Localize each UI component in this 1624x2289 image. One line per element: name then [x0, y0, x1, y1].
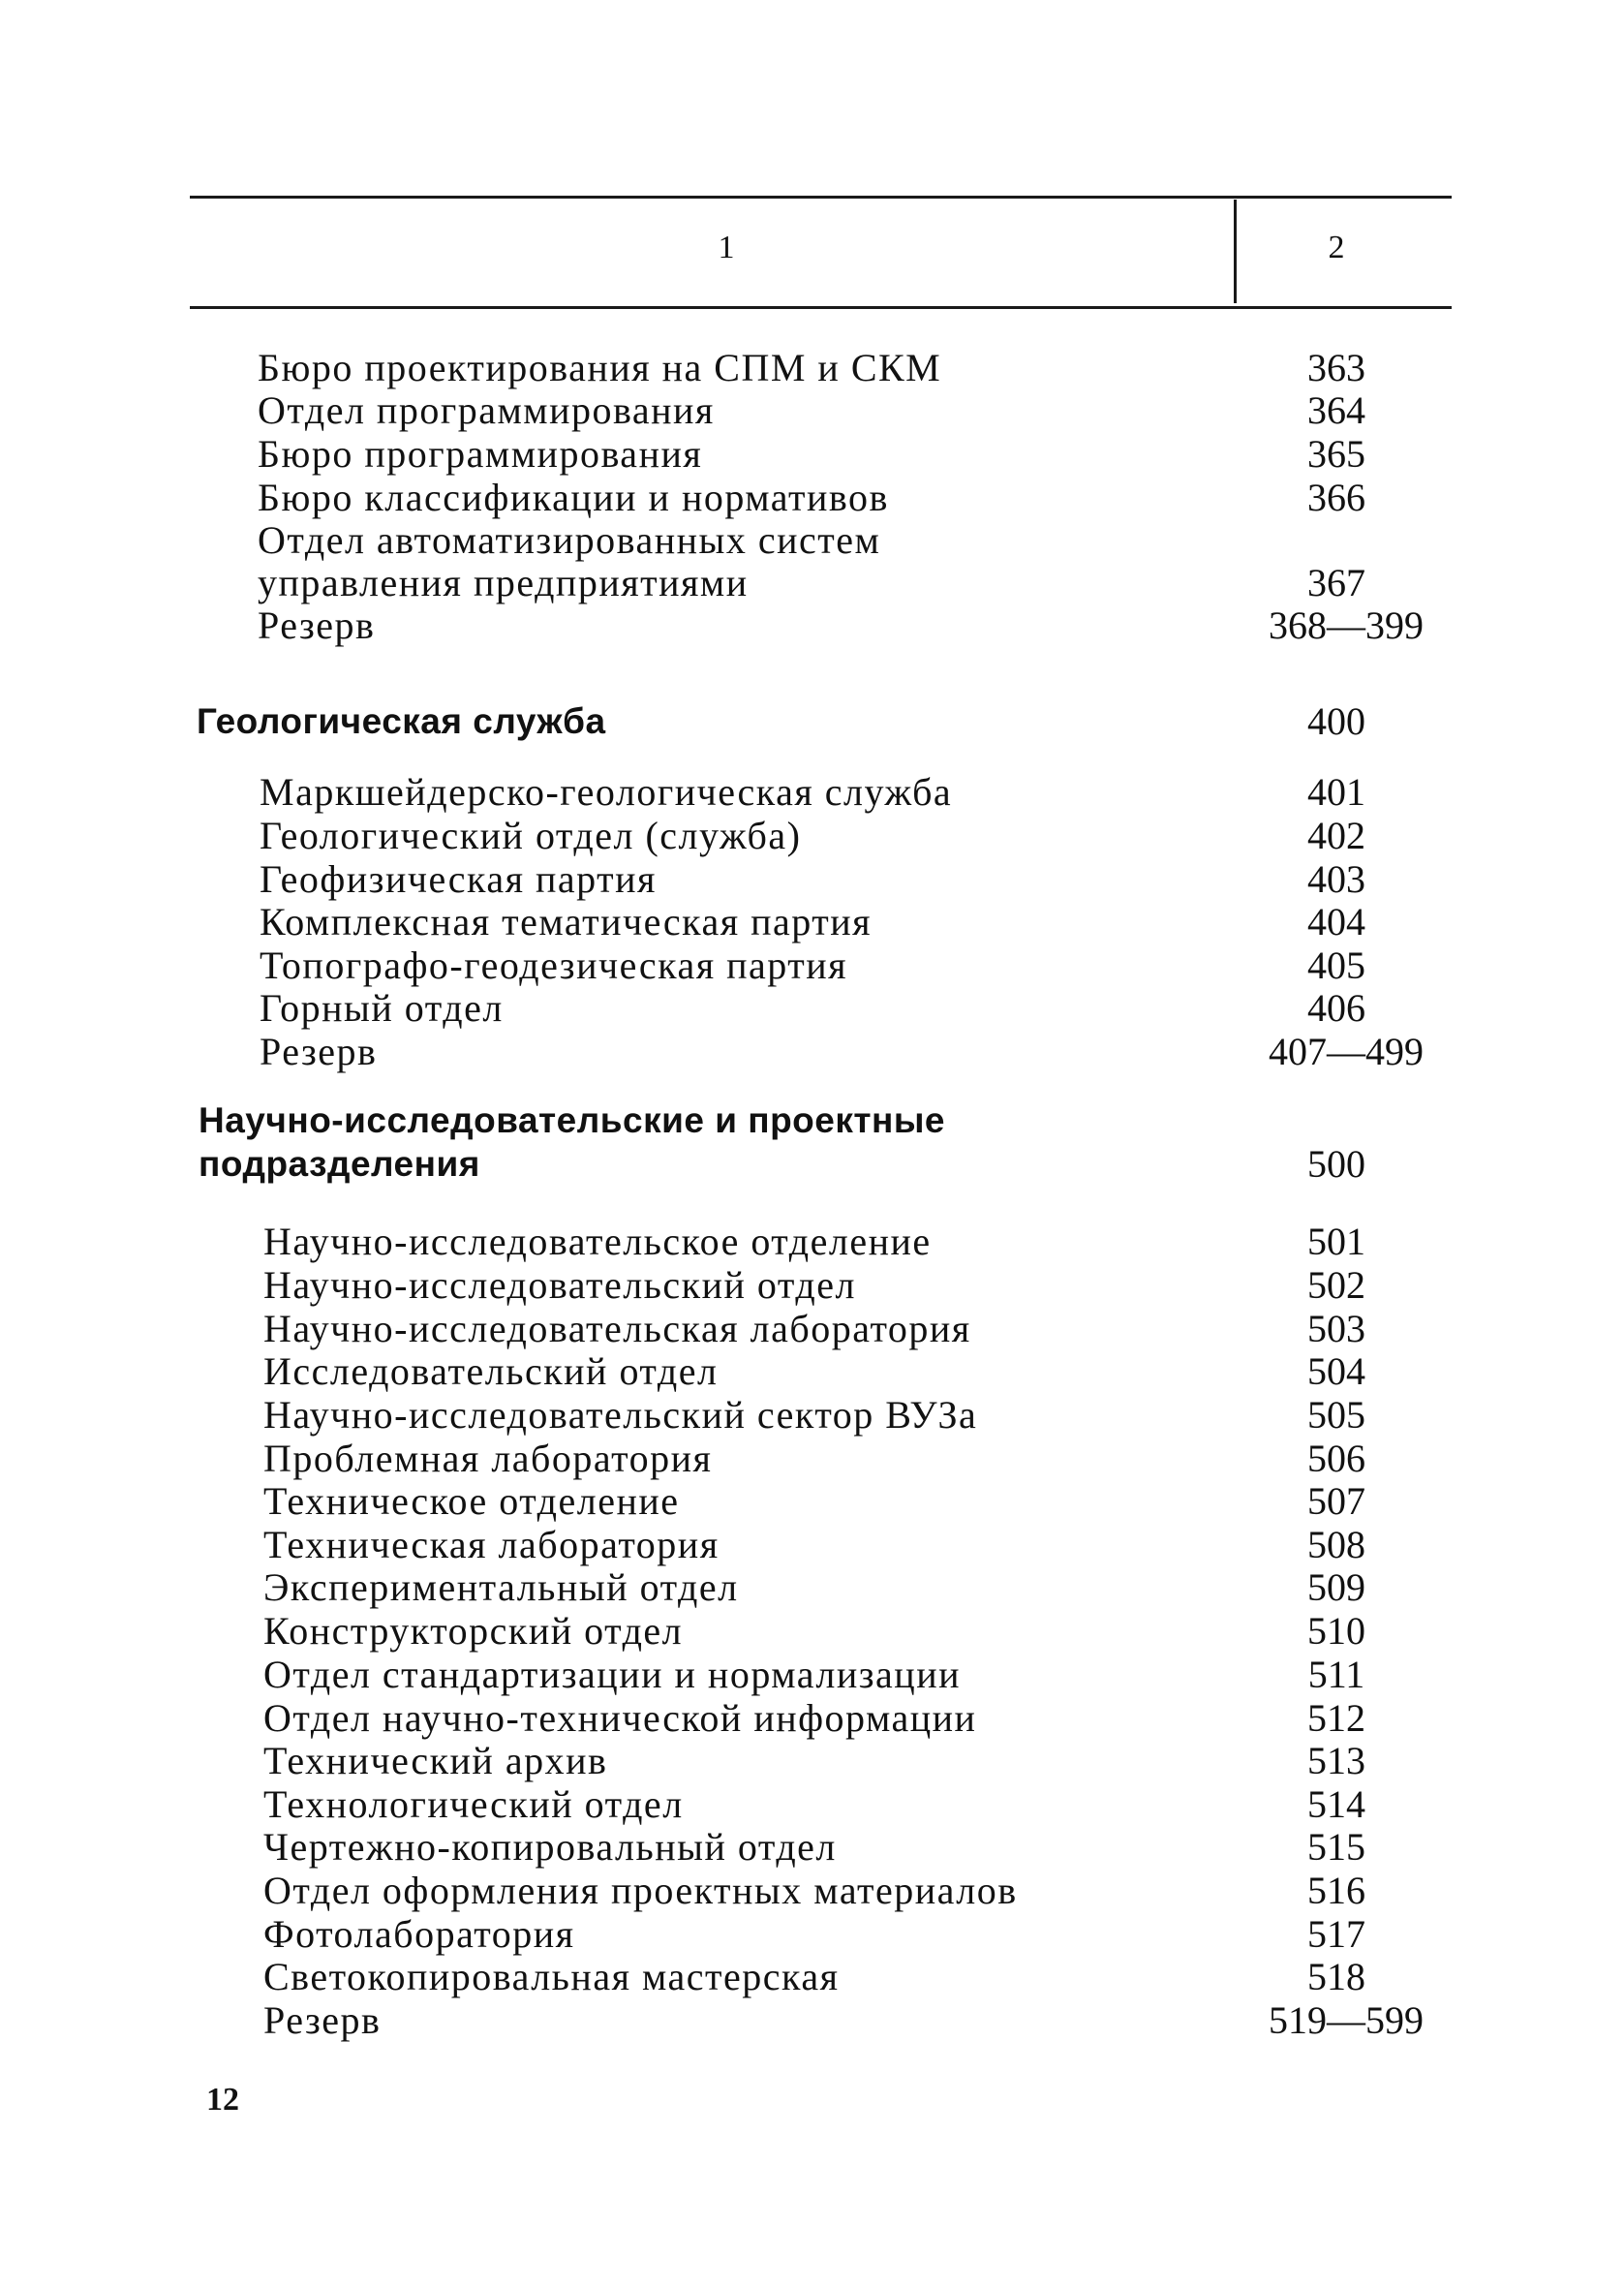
table-row — [0, 944, 1624, 987]
table-row — [0, 987, 1624, 1030]
row-label: Комплексная тематическая партия — [260, 900, 873, 943]
page-number: 12 — [206, 2082, 239, 2118]
section-heading: подразделения — [199, 1144, 480, 1184]
column-divider — [1234, 200, 1237, 303]
row-code: 405 — [1307, 943, 1365, 987]
row-label: Отдел стандартизации и нормализации — [263, 1653, 962, 1696]
table-row — [0, 347, 1624, 389]
table-row — [0, 901, 1624, 943]
row-code: 517 — [1307, 1912, 1365, 1956]
row-label: Фотолаборатория — [263, 1912, 575, 1956]
section-heading: Геологическая служба — [197, 701, 606, 741]
row-code: 500 — [1307, 1142, 1365, 1186]
row-code: 516 — [1307, 1869, 1365, 1912]
table-row — [0, 815, 1624, 857]
row-label: Горный отдел — [260, 986, 504, 1030]
table-row — [0, 1566, 1624, 1609]
row-code: 402 — [1307, 814, 1365, 857]
row-label: Техническая лаборатория — [263, 1523, 720, 1566]
table-row — [0, 1956, 1624, 1998]
section-heading-row — [0, 1143, 1624, 1186]
table-row — [0, 1610, 1624, 1653]
table-row — [0, 1740, 1624, 1782]
row-code: 504 — [1307, 1349, 1365, 1393]
table-row — [0, 562, 1624, 604]
row-code: 519—599 — [1269, 1998, 1424, 2042]
row-code: 364 — [1307, 388, 1365, 432]
row-label: Бюро программирования — [258, 432, 703, 476]
table-row — [0, 1654, 1624, 1696]
table-header-rule — [190, 306, 1452, 309]
section-heading-row — [0, 1099, 1624, 1142]
row-label: Научно-исследовательская лаборатория — [263, 1307, 971, 1350]
row-label: Резерв — [258, 603, 376, 647]
table-row — [0, 1031, 1624, 1073]
row-code: 512 — [1307, 1696, 1365, 1740]
table-row — [0, 1350, 1624, 1393]
table-row — [0, 519, 1624, 562]
row-code: 502 — [1307, 1263, 1365, 1307]
row-label: Резерв — [263, 1998, 382, 2042]
row-code: 515 — [1307, 1825, 1365, 1869]
row-code: 401 — [1307, 770, 1365, 814]
row-label: Чертежно-копировальный отдел — [263, 1825, 837, 1869]
row-label: Научно-исследовательское отделение — [263, 1220, 932, 1263]
table-row — [0, 1697, 1624, 1740]
row-label: Бюро проектирования на СПМ и СКМ — [258, 346, 942, 389]
row-label: Научно-исследовательский отдел — [263, 1263, 856, 1307]
row-label: Светокопировальная мастерская — [263, 1955, 840, 1998]
table-row — [0, 1394, 1624, 1437]
row-code: 511 — [1307, 1653, 1365, 1696]
row-code: 505 — [1307, 1393, 1365, 1437]
table-row — [0, 771, 1624, 814]
row-label: Исследовательский отдел — [263, 1349, 719, 1393]
row-code: 400 — [1307, 699, 1365, 743]
row-code: 366 — [1307, 476, 1365, 519]
row-label: Отдел программирования — [258, 388, 715, 432]
row-label: Отдел автоматизированных систем — [258, 518, 881, 562]
row-label: Резерв — [260, 1030, 378, 1073]
row-label: Геологический отдел (служба) — [260, 814, 802, 857]
table-row — [0, 477, 1624, 519]
row-code: 403 — [1307, 857, 1365, 901]
row-code: 367 — [1307, 561, 1365, 604]
row-code: 501 — [1307, 1220, 1365, 1263]
section-heading: Научно-исследовательские и проектные — [199, 1100, 946, 1140]
row-label: Проблемная лаборатория — [263, 1437, 713, 1480]
row-code: 509 — [1307, 1565, 1365, 1609]
row-code: 518 — [1307, 1955, 1365, 1998]
row-code: 508 — [1307, 1523, 1365, 1566]
table-row — [0, 858, 1624, 901]
row-code: 404 — [1307, 900, 1365, 943]
table-row — [0, 1480, 1624, 1523]
table-row — [0, 433, 1624, 476]
row-code: 503 — [1307, 1307, 1365, 1350]
row-code: 510 — [1307, 1609, 1365, 1653]
column-header-2: 2 — [1328, 230, 1345, 265]
table-row — [0, 1524, 1624, 1566]
table-row — [0, 1783, 1624, 1826]
row-label: Бюро классификации и нормативов — [258, 476, 889, 519]
row-label: Топографо-геодезическая партия — [260, 943, 848, 987]
row-code: 368—399 — [1269, 603, 1424, 647]
table-row — [0, 1438, 1624, 1480]
row-label: Конструкторский отдел — [263, 1609, 684, 1653]
table-row — [0, 1264, 1624, 1307]
row-code: 407—499 — [1269, 1030, 1424, 1073]
row-label: Технологический отдел — [263, 1782, 684, 1826]
row-label: Техническое отделение — [263, 1479, 680, 1523]
table-row — [0, 1870, 1624, 1912]
table-row — [0, 1913, 1624, 1956]
section-heading-row — [0, 700, 1624, 743]
table-row — [0, 1999, 1624, 2042]
table-row — [0, 604, 1624, 647]
row-label: Экспериментальный отдел — [263, 1565, 739, 1609]
table-row — [0, 1221, 1624, 1263]
column-header-1: 1 — [718, 230, 735, 265]
table-top-rule — [190, 196, 1452, 199]
row-code: 506 — [1307, 1437, 1365, 1480]
row-code: 365 — [1307, 432, 1365, 476]
row-label: Отдел оформления проектных материалов — [263, 1869, 1018, 1912]
row-label: Отдел научно-технической информации — [263, 1696, 977, 1740]
row-label: управления предприятиями — [258, 561, 749, 604]
table-row — [0, 1826, 1624, 1869]
row-code: 514 — [1307, 1782, 1365, 1826]
row-label: Маркшейдерско-геологическая служба — [260, 770, 953, 814]
table-row — [0, 1308, 1624, 1350]
row-code: 406 — [1307, 986, 1365, 1030]
row-code: 363 — [1307, 346, 1365, 389]
table-row — [0, 389, 1624, 432]
row-label: Геофизическая партия — [260, 857, 657, 901]
row-label: Технический архив — [263, 1739, 608, 1782]
row-code: 507 — [1307, 1479, 1365, 1523]
row-code: 513 — [1307, 1739, 1365, 1782]
row-label: Научно-исследовательский сектор ВУЗа — [263, 1393, 978, 1437]
